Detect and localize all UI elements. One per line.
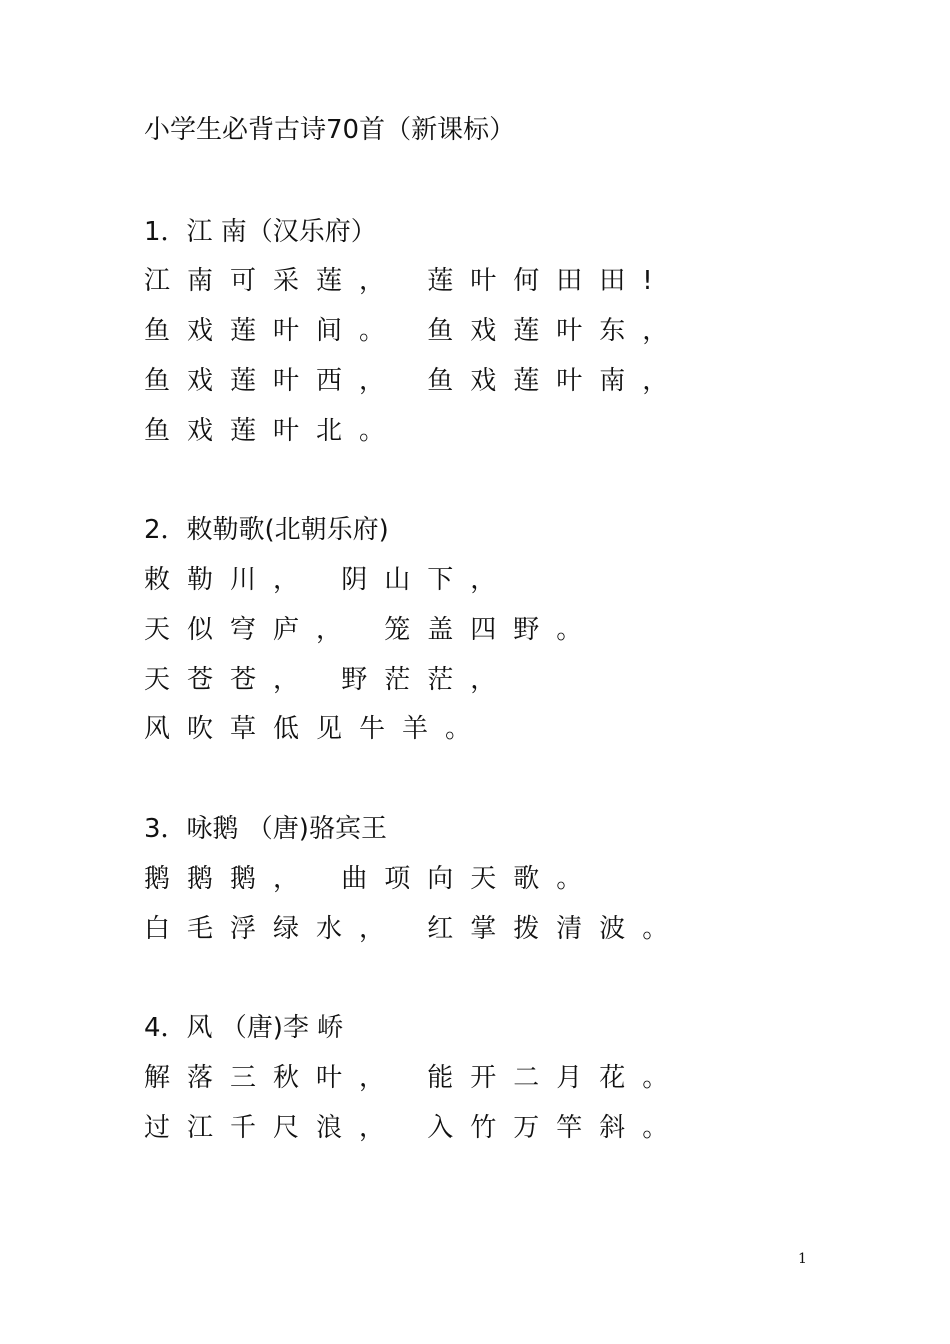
poem-line: 鱼戏莲叶北。	[144, 416, 403, 446]
poem-heading: 3．咏鹅 （唐)骆宾王	[144, 814, 387, 844]
poem-line: 过江千尺浪， 入竹万竿斜。	[144, 1113, 686, 1143]
poem-line: 鱼戏莲叶西， 鱼戏莲叶南，	[144, 366, 686, 396]
poem-line: 江南可采莲， 莲叶何田田!	[144, 266, 670, 296]
poem-heading: 1．江 南（汉乐府）	[144, 217, 377, 247]
poem-line: 解落三秋叶， 能开二月花。	[144, 1063, 686, 1093]
poem-heading: 4．风 （唐)李 峤	[144, 1013, 344, 1043]
poem-line: 鱼戏莲叶间。 鱼戏莲叶东，	[144, 316, 686, 346]
poem-line: 风吹草低见牛羊。	[144, 714, 489, 744]
poem-line: 白毛浮绿水， 红掌拨清波。	[144, 914, 686, 944]
poem-line: 天苍苍， 野茫茫，	[144, 665, 514, 695]
page-title: 小学生必背古诗70首（新课标）	[144, 115, 516, 145]
poem-line: 天似穹庐， 笼盖四野。	[144, 615, 600, 645]
poem-line: 鹅鹅鹅， 曲项向天歌。	[144, 864, 600, 894]
poem-heading: 2．敕勒歌(北朝乐府)	[144, 515, 389, 545]
poem-line: 敕勒川， 阴山下，	[144, 565, 514, 595]
page-number: 1	[798, 1251, 807, 1267]
